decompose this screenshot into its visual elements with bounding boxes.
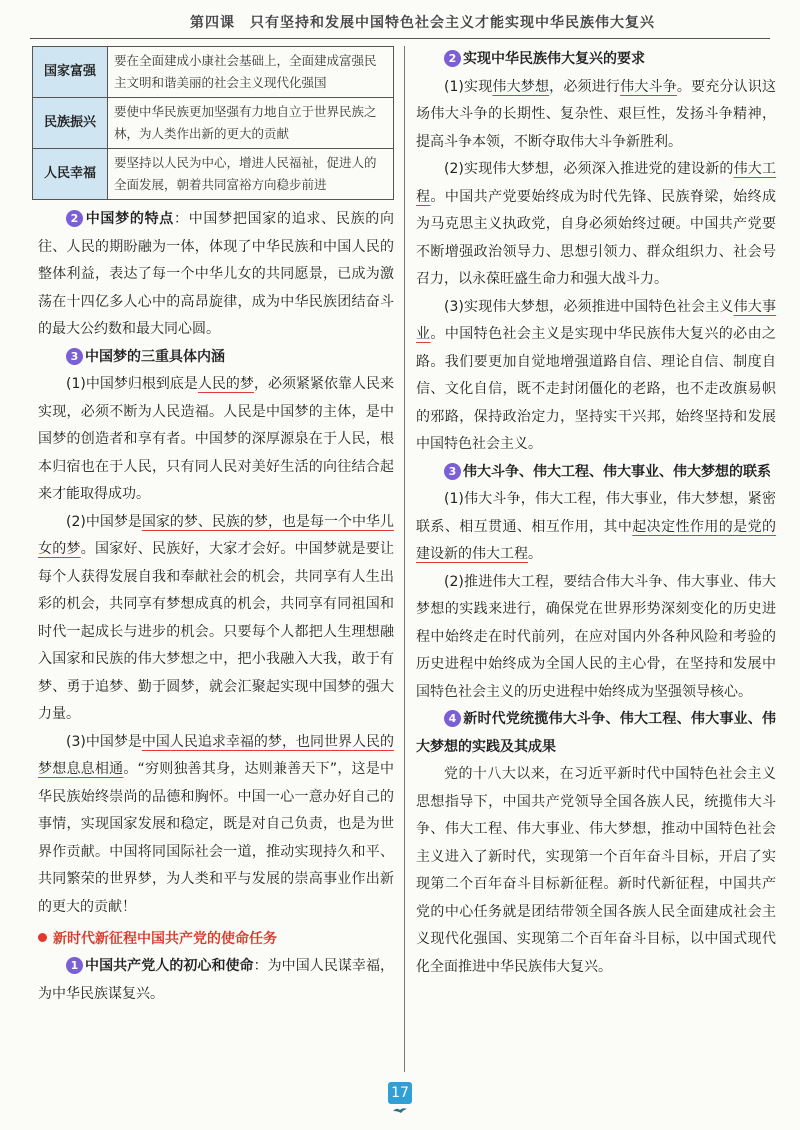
key-phrase: 人民的梦	[197, 376, 254, 392]
page-number: 17	[388, 1082, 412, 1104]
paragraph-heading: 中国梦的特点	[85, 211, 174, 227]
text-segment: ，必须进行	[549, 78, 621, 95]
text-segment: (1)实现	[444, 78, 493, 95]
bird-ornament-icon	[392, 1106, 408, 1114]
text-segment: 。	[528, 546, 542, 562]
paragraph-text: ：中国梦把国家的追求、民族的向往、人民的期盼融为一体，体现了中华民族和中国人民的整体利益，表达了每一个中华儿女的共同愿景，已成为激荡在十四亿多人心中的高昂旋律，成为中华民族团结奋斗的最大公约数和最大同心圆。	[38, 211, 394, 337]
heading-text: 新时代党统揽伟大斗争、伟大工程、伟大事业、伟大梦想的实践及其成果	[416, 711, 776, 755]
text-segment: (1)伟大斗争，伟大工程，伟大事业，伟大梦想，紧密联系、相互贯通、相互作用，其中	[416, 491, 776, 535]
table-key: 民族振兴	[33, 98, 108, 149]
new-era-paragraph: 党的十八大以来，在习近平新时代中国特色社会主义思想指导下，中国共产党领导全国各族人民，统揽伟大斗争、伟大工程、伟大事业、伟大梦想，推动中国特色社会主义进入了新时代，实现第一个百年奋斗目标，开启了实现第二个百年奋斗目标新征程。新时代新征程，中国共产党的中心任务就是团结带领全国各族人民全面建成社会主义现代化强国、实现第二个百年奋斗目标，以中国式现代化全面推进中华民族伟大复兴。	[416, 766, 776, 975]
table-key: 人民幸福	[33, 149, 108, 200]
number-badge: 4	[444, 710, 461, 727]
link-item-2: (2)推进伟大工程，要结合伟大斗争、伟大事业、伟大梦想的实践来进行，确保党在世界形势深刻变化的历史进程中始终走在时代前列，在应对国内外各种风险和考验的历史进程中始终成为全国人民的主心骨，在坚持和发展中国特色社会主义的历史进程中始终成为坚强领导核心。	[416, 573, 776, 700]
section-heading	[38, 925, 394, 953]
text-segment: 。要充分认识这场伟大斗争的长期性、复杂性、艰巨性，发扬斗争精神，提高斗争本领，不断夺取伟大斗争新胜利。	[416, 78, 777, 150]
key-phrase: 起决定性作用的是党的建设新的伟大工程	[416, 518, 776, 562]
number-badge: 1	[66, 957, 83, 974]
table-row	[33, 149, 394, 200]
text-segment: 。中国共产党要始终成为时代先锋、民族脊梁，始终成为马克思主义执政党，自身必须始终过硬。中国共产党要不断增强政治领导力、思想引领力、群众组织力、社会号召力，以永葆旺盛生命力和强大战斗力。	[416, 188, 777, 287]
four-greats-link-heading	[416, 459, 776, 487]
meaning-item-2	[38, 509, 394, 729]
goals-table	[32, 46, 394, 200]
header-rule	[30, 38, 770, 39]
text-segment: (2)中国梦是	[66, 513, 142, 530]
left-column	[38, 46, 394, 1008]
heading-text: 伟大斗争、伟大工程、伟大事业、伟大梦想的联系	[463, 463, 771, 480]
number-badge: 3	[66, 348, 83, 365]
text-segment: 。中国特色社会主义是实现中华民族伟大复兴的必由之路。我们要更加自觉地增强道路自信、理论自信、制度自信、文化自信，既不走封闭僵化的老路，也不走改旗易帜的邪路，保持政治定力，坚持实干兴邦，始终坚持和发展中国特色社会主义。	[416, 326, 777, 452]
requirement-item-2	[416, 156, 776, 294]
right-column	[416, 46, 776, 981]
table-value: 要使中华民族更加坚强有力地自立于世界民族之林，为人类作出新的更大的贡献	[108, 98, 394, 149]
page-header	[0, 0, 800, 42]
table-value: 要在全面建成小康社会基础上，全面建成富强民主文明和谐美丽的社会主义现代化强国	[108, 47, 394, 98]
requirement-item-1	[416, 74, 776, 157]
key-phrase: 国家的梦、民族的梦，也是每一个中华儿女的梦	[38, 513, 394, 557]
number-badge: 3	[444, 463, 461, 480]
key-phrase: 伟大事业	[416, 298, 776, 342]
new-era-practice-heading	[416, 706, 776, 761]
text-segment: ，必须紧紧依靠人民来实现，必须不断为人民造福。人民是中国梦的主体，是中国梦的创造者和享有者。中国梦的深厚源泉在于人民，根本归宿也在于人民，只有同人民对美好生活的向往结合起来才能取得成功。	[38, 376, 395, 502]
text-segment: 。国家好、民族好，大家才会好。中国梦就是要让每个人获得发展自我和奉献社会的机会，共同享有人生出彩的机会，共同享有梦想成真的机会，共同享有同祖国和时代一起成长与进步的机会。只要每个人都把人生理想融入国家和民族的伟大梦想之中，把小我融入大我，敢于有梦、勇于追梦、勤于圆梦，就会汇聚起实现中国梦的强大力量。	[38, 541, 394, 722]
paragraph-text: ：为中国人民谋幸福，为中华民族谋复兴。	[38, 958, 395, 1002]
mission-paragraph	[38, 953, 394, 1008]
requirement-item-3	[416, 294, 776, 459]
heading-text: 实现中华民族伟大复兴的要求	[463, 51, 645, 67]
rejuvenation-requirements-heading	[416, 46, 776, 74]
lesson-title: 第四课 只有坚持和发展中国特色社会主义才能实现中华民族伟大复兴	[190, 15, 655, 31]
text-segment: 。“穷则独善其身，达则兼善天下”，这是中华民族始终崇尚的品德和胸怀。中国一心一意办好自己的事情，实现国家发展和稳定，既是对自己负责，也是为世界作贡献。中国将同国际社会一道，推动实现持久和平、共同繁荣的世界梦，为人类和平与发展的崇高事业作出新的更大的贡献！	[38, 761, 395, 915]
key-phrase: 伟大工程	[416, 161, 776, 205]
heading-text: 中国梦的三重具体内涵	[85, 348, 225, 365]
section-title: 新时代新征程中国共产党的使命任务	[53, 931, 277, 947]
text-segment: (2)实现伟大梦想，必须深入推进党的建设新的	[444, 161, 734, 177]
dream-meaning-heading	[38, 344, 394, 372]
column-divider	[404, 46, 405, 1072]
text-segment: (3)实现伟大梦想，必须推进中国特色社会主义	[444, 298, 734, 315]
text-segment: (3)中国梦是	[66, 733, 142, 750]
meaning-item-3	[38, 729, 394, 922]
paragraph-heading: 中国共产党人的初心和使命	[85, 958, 254, 974]
meaning-item-1	[38, 371, 394, 509]
bullet-dot-icon	[38, 933, 47, 942]
key-phrase: 伟大梦想	[492, 78, 550, 95]
table-key: 国家富强	[33, 47, 108, 98]
link-item-1	[416, 486, 776, 569]
number-badge: 2	[444, 50, 461, 67]
text-segment: (1)中国梦归根到底是	[66, 376, 198, 392]
key-phrase: 伟大斗争	[620, 78, 677, 95]
key-phrase: 中国人民追求幸福的梦，也同世界人民的梦想息息相通	[38, 733, 394, 777]
table-row	[33, 47, 394, 98]
number-badge: 2	[66, 210, 83, 227]
table-value: 要坚持以人民为中心，增进人民福祉，促进人的全面发展，朝着共同富裕方向稳步前进	[108, 149, 394, 200]
dream-features-paragraph	[38, 206, 394, 344]
table-row	[33, 98, 394, 149]
